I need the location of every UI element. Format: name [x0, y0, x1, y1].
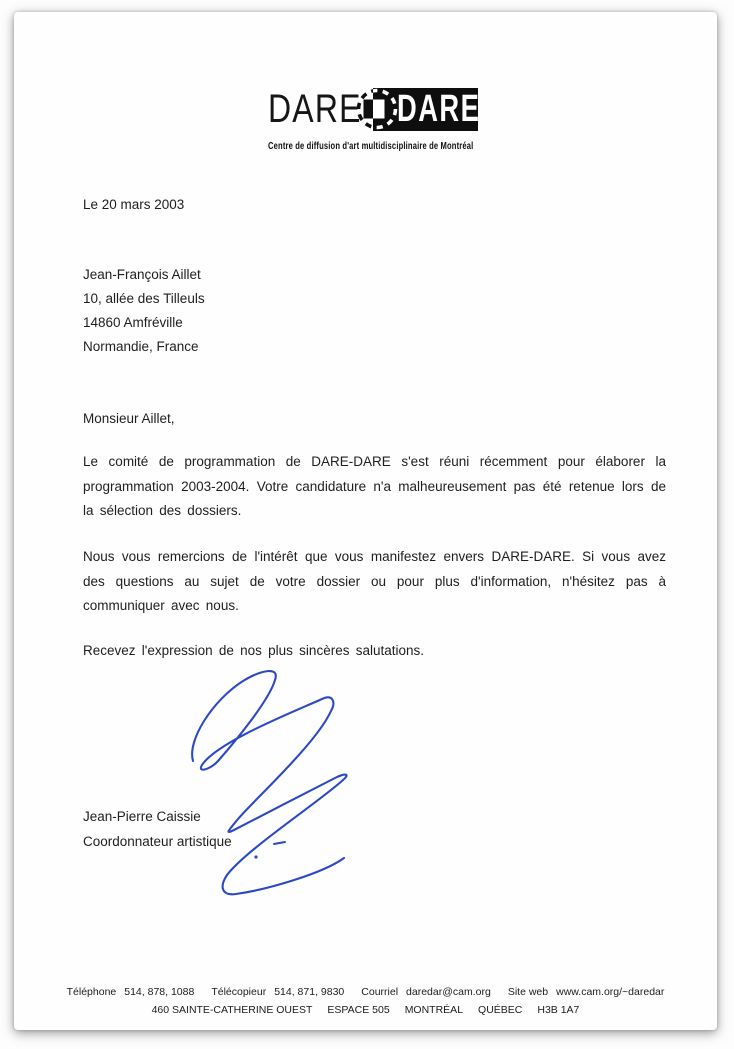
email-label: Courriel: [361, 986, 399, 998]
logo-tagline: Centre de diffusion d'art multidisciplinaire de Montréal: [268, 141, 474, 152]
phone-value: 514, 878, 1088: [124, 986, 195, 998]
footer-fax: [211, 985, 344, 999]
signature-block: [83, 804, 232, 854]
body-paragraph-2: Nous vous remercions de l'intérêt que vous manifestez envers DARE-DARE. Si vous avez des questions au sujet de votre dossier ou pour plus d'information, n'hésitez pas à communiquer avec nous.: [83, 549, 666, 613]
suite: ESPACE 505: [327, 1004, 390, 1016]
footer-website: [508, 985, 665, 999]
dare-dare-logo: [268, 87, 494, 152]
signer-title: Coordonnateur artistique: [83, 834, 232, 849]
letter-footer: [14, 985, 717, 1017]
street-address: 460 SAINTE-CATHERINE OUEST: [151, 1004, 313, 1016]
footer-contact-line: [14, 985, 717, 999]
website-label: Site web: [507, 986, 549, 998]
signature-dash: [274, 842, 285, 844]
footer-address-line: [14, 1003, 717, 1017]
footer-phone: [67, 985, 195, 999]
province: QUÉBEC: [478, 1004, 523, 1016]
email-value: daredar@cam.org: [406, 986, 491, 998]
letter-page: [14, 12, 717, 1030]
fax-label: Télécopieur: [211, 986, 267, 998]
body-paragraph-1: Le comité de programmation de DARE-DARE s'est réuni récemment pour élaborer la programmation 2003-2004. Votre candidature n'a malheureusement pas été retenue lors de la sélection des dossiers.: [83, 454, 666, 518]
recipient-street: 10, allée des Tilleuls: [83, 291, 205, 306]
fax-value: 514, 871, 9830: [274, 986, 345, 998]
recipient-address: [83, 263, 205, 359]
footer-email: [361, 985, 491, 999]
logo-wordmark-right: DARE: [397, 88, 481, 130]
signature-stroke: [192, 671, 346, 894]
dashed-circle-target-icon: [355, 87, 399, 131]
signer-name: Jean-Pierre Caissie: [83, 809, 201, 824]
website-value: www.cam.org/~daredar: [556, 986, 665, 998]
recipient-name: Jean-François Aillet: [83, 267, 201, 282]
recipient-city: 14860 Amfréville: [83, 315, 183, 330]
phone-label: Téléphone: [66, 986, 117, 998]
recipient-region: Normandie, France: [83, 339, 199, 354]
handwritten-signature-ink: [185, 668, 365, 903]
salutation: Monsieur Aillet,: [83, 411, 175, 426]
letter-date: Le 20 mars 2003: [83, 197, 185, 212]
body-paragraph-3: Recevez l'expression de nos plus sincères salutations.: [83, 643, 424, 658]
city: MONTRÉAL: [404, 1004, 464, 1016]
logo-wordmark-left: DARE: [268, 87, 362, 131]
postal-code: H3B 1A7: [537, 1004, 580, 1016]
signature-dot: [254, 855, 257, 858]
